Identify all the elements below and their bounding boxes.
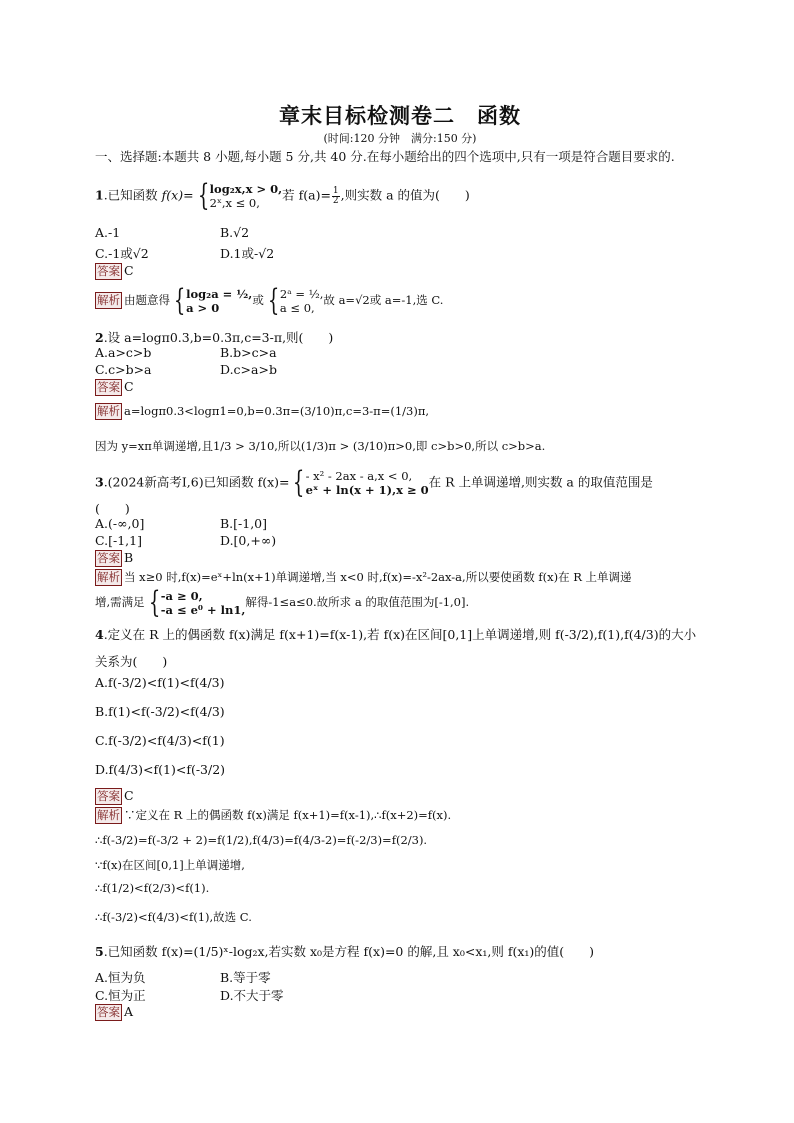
q4-analysis-line2: ∴f(-3/2)=f(-3/2 + 2)=f(1/2),f(4/3)=f(4/3-2)=f(-2/3)=f(2/3). bbox=[95, 833, 428, 847]
q4-answer: 答案 C bbox=[97, 788, 134, 803]
question-4: 4.定义在 R 上的偶函数 f(x)满足 f(x+1)=f(x-1),若 f(x)在区间[0,1]上单调递增,则 f(-3/2),f(1),f(4/3)的大小 bbox=[95, 627, 697, 642]
option-d[interactable]: D.1或-√2 bbox=[220, 246, 275, 261]
option-d[interactable]: D.[0,+∞) bbox=[220, 533, 277, 548]
question-2: 2.设 a=logπ0.3,b=0.3π,c=3-π,则( ) bbox=[95, 330, 334, 345]
q4-analysis-line5: ∴f(-3/2)<f(4/3)<f(1),故选 C. bbox=[95, 910, 252, 924]
case-line: 2ˣ,x ≤ 0, bbox=[209, 196, 260, 210]
case-line: log₂x,x > 0, bbox=[209, 182, 283, 196]
option-b[interactable]: B.√2 bbox=[220, 225, 250, 240]
q3-analysis-line2: 增,需满足 { -a ≥ 0, -a ≤ e⁰ + ln1, 解得-1≤a≤0.故所求 a 的取值范围为[-1,0]. bbox=[95, 585, 470, 620]
q5-answer: 答案 A bbox=[97, 1004, 134, 1019]
q2-analysis-line2: 因为 y=xπ单调递增,且1/3 > 3/10,所以(1/3)π > (3/10)π>0,即 c>b>0,所以 c>b>a. bbox=[95, 439, 546, 453]
q1-analysis: 解析 由题意得 { log₂a = ½, a > 0 或 { 2ᵃ = ½, a ≤ 0, 故 a=√2或 a=-1,选 C. bbox=[97, 283, 444, 318]
page-subtitle: (时间:120 分钟 满分:150 分) bbox=[323, 132, 477, 145]
q1-answer: 答案 C bbox=[97, 263, 134, 278]
option-a[interactable]: A.a>c>b bbox=[95, 345, 152, 360]
option-a[interactable]: A.f(-3/2)<f(1)<f(4/3) bbox=[95, 675, 225, 690]
answer-tag: 答案 bbox=[97, 551, 120, 565]
q4-analysis-line3: ∵f(x)在区间[0,1]上单调递增, bbox=[95, 858, 245, 872]
page-title: 章末目标检测卷二 函数 bbox=[279, 104, 521, 128]
q3-answer: 答案 B bbox=[97, 550, 134, 565]
option-c[interactable]: C.f(-3/2)<f(4/3)<f(1) bbox=[95, 733, 225, 748]
option-b[interactable]: B.b>c>a bbox=[220, 345, 277, 360]
answer-tag: 答案 bbox=[97, 380, 120, 394]
option-c[interactable]: C.-1或√2 bbox=[95, 246, 149, 261]
question-1: 1.已知函数 f(x)= { log₂x,x > 0, 2ˣ,x ≤ 0, 若 f(a)= $\frac{1}{2}$ ,则实数 a 的值为( ) bbox=[95, 178, 470, 213]
question-3: 3.(2024新高考Ⅰ,6)已知函数 f(x)= { - x² - 2ax - a,x < 0, eˣ + ln(x + 1),x ≥ 0 在 R 上单调递增,则实数 a 的取值范围是 bbox=[95, 465, 653, 500]
analysis-tag: 解析 bbox=[97, 293, 120, 307]
question-5: 5.已知函数 f(x)=(1/5)ˣ-log₂x,若实数 x₀是方程 f(x)=0 的解,且 x₀<x₁,则 f(x₁)的值( ) bbox=[95, 944, 595, 959]
analysis-tag: 解析 bbox=[97, 808, 120, 822]
q3-paren: ( ) bbox=[95, 501, 130, 516]
option-a[interactable]: A.(-∞,0] bbox=[95, 516, 145, 531]
q3-analysis-line1: 解析 当 x≥0 时,f(x)=eˣ+ln(x+1)单调递增,当 x<0 时,f(x)=-x²-2ax-a,所以要使函数 f(x)在 R 上单调递 bbox=[97, 570, 632, 584]
analysis-tag: 解析 bbox=[97, 570, 120, 584]
option-c[interactable]: C.c>b>a bbox=[95, 362, 152, 377]
option-d[interactable]: D.不大于零 bbox=[220, 988, 284, 1003]
q4-stem-line2: 关系为( ) bbox=[95, 654, 168, 669]
option-b[interactable]: B.f(1)<f(-3/2)<f(4/3) bbox=[95, 704, 225, 719]
option-d[interactable]: D.f(4/3)<f(1)<f(-3/2) bbox=[95, 762, 226, 777]
option-c[interactable]: C.恒为正 bbox=[95, 988, 146, 1003]
option-c[interactable]: C.[-1,1] bbox=[95, 533, 142, 548]
option-b[interactable]: B.等于零 bbox=[220, 970, 271, 985]
option-d[interactable]: D.c>a>b bbox=[220, 362, 277, 377]
answer-tag: 答案 bbox=[97, 789, 120, 803]
option-a[interactable]: A.-1 bbox=[95, 225, 121, 240]
answer-tag: 答案 bbox=[97, 1005, 120, 1019]
q2-analysis-line1: 解析 a=logπ0.3<logπ1=0,b=0.3π=(3/10)π,c=3-π=(1/3)π, bbox=[97, 404, 430, 418]
section-intro: 一、选择题:本题共 8 小题,每小题 5 分,共 40 分.在每小题给出的四个选项中,只有一项是符合题目要求的. bbox=[95, 149, 675, 164]
q4-analysis-line4: ∴f(1/2)<f(2/3)<f(1). bbox=[95, 881, 210, 895]
q4-analysis-line1: 解析 ∵定义在 R 上的偶函数 f(x)满足 f(x+1)=f(x-1),∴f(x+2)=f(x). bbox=[97, 808, 452, 822]
option-b[interactable]: B.[-1,0] bbox=[220, 516, 268, 531]
analysis-tag: 解析 bbox=[97, 404, 120, 418]
option-a[interactable]: A.恒为负 bbox=[95, 970, 146, 985]
q2-answer: 答案 C bbox=[97, 379, 134, 394]
answer-tag: 答案 bbox=[97, 264, 120, 278]
